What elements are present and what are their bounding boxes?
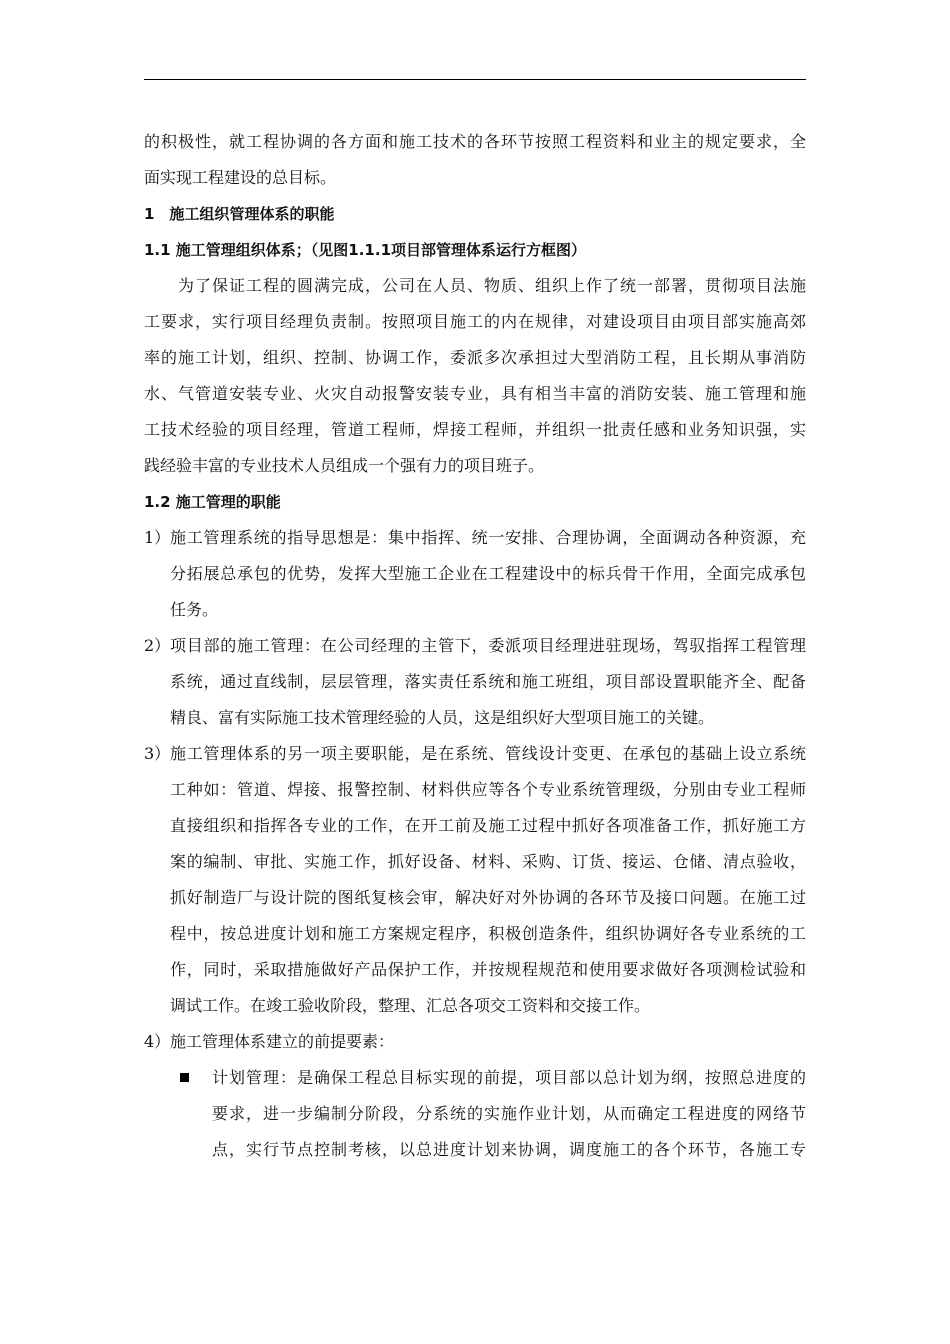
- header-rule: [144, 79, 806, 80]
- text-line: 面实现工程建设的总目标。: [144, 168, 337, 187]
- list-item: [144, 1024, 806, 1060]
- text-line: 作，同时，采取措施做好产品保护工作，并按规程规范和使用要求做好各项测检试验和: [170, 960, 806, 979]
- page-content: [144, 124, 806, 1168]
- text-line: 抓好制造厂与设计院的图纸复核会审，解决好对外协调的各环节及接口问题。在施工过: [170, 888, 806, 907]
- list-item: [144, 736, 806, 1024]
- text-line: 践经验丰富的专业技术人员组成一个强有力的项目班子。: [144, 456, 545, 475]
- text-line: 为了保证工程的圆满完成，公司在人员、物质、组织上作了统一部署，贯彻项目法施: [178, 276, 806, 295]
- list-number: 2）: [144, 636, 171, 655]
- text-line: 直接组织和指挥各专业的工作，在开工前及施工过程中抓好各项准备工作，抓好施工方: [170, 816, 806, 835]
- intro-paragraph: [144, 124, 806, 196]
- list-item: [144, 628, 806, 736]
- list-item: [144, 520, 806, 628]
- text-line: 工要求，实行项目经理负责制。按照项目施工的内在规律，对建设项目由项目部实施高郊: [144, 312, 806, 331]
- text-line: 调试工作。在竣工验收阶段，整理、汇总各项交工资料和交接工作。: [170, 996, 651, 1015]
- section-1-1-paragraph: [144, 268, 806, 484]
- text-line: 程中，按总进度计划和施工方案规定程序，积极创造条件，组织协调好各专业系统的工: [170, 924, 806, 943]
- text-line: 率的施工计划，组织、控制、协调工作，委派多次承担过大型消防工程，且长期从事消防: [144, 348, 806, 367]
- text-line: 任务。: [170, 600, 219, 619]
- text-line: 施工管理系统的指导思想是：集中指挥、统一安排、合理协调，全面调动各种资源，充: [170, 528, 806, 547]
- list-number: 1）: [144, 528, 171, 547]
- text-line: 分拓展总承包的优势，发挥大型施工企业在工程建设中的标兵骨干作用，全面完成承包: [170, 564, 806, 583]
- bullet-item: [144, 1060, 806, 1168]
- text-line: 案的编制、审批、实施工作，抓好设备、材料、采购、订货、接运、仓储、清点验收，: [170, 852, 806, 871]
- text-line: 施工管理体系建立的前提要素：: [170, 1032, 395, 1051]
- list-number: 3）: [144, 744, 171, 763]
- text-line: 水、气管道安装专业、火灾自动报警安装专业，具有相当丰富的消防安装、施工管理和施: [144, 384, 806, 403]
- text-line: 系统，通过直线制，层层管理，落实责任系统和施工班组，项目部设置职能齐全、配备: [170, 672, 806, 691]
- text-line: 计划管理：是确保工程总目标实现的前提，项目部以总计划为纲，按照总进度的: [212, 1068, 806, 1087]
- list-number: 4）: [144, 1032, 171, 1051]
- section-heading-1-2: 1.2 施工管理的职能: [144, 493, 281, 511]
- text-line: 要求，进一步编制分阶段，分系统的实施作业计划，从而确定工程进度的网络节: [212, 1104, 806, 1123]
- text-line: 的积极性，就工程协调的各方面和施工技术的各环节按照工程资料和业主的规定要求，全: [144, 132, 806, 151]
- text-line: 项目部的施工管理：在公司经理的主管下，委派项目经理进驻现场，驾驭指挥工程管理: [170, 636, 806, 655]
- text-line: 点，实行节点控制考核，以总进度计划来协调，调度施工的各个环节，各施工专: [212, 1140, 806, 1159]
- text-line: 工技术经验的项目经理，管道工程师，焊接工程师，并组织一批责任感和业务知识强，实: [144, 420, 806, 439]
- text-line: 施工管理体系的另一项主要职能，是在系统、管线设计变更、在承包的基础上设立系统: [170, 744, 806, 763]
- section-heading-1: 1 施工组织管理体系的职能: [144, 205, 335, 223]
- text-line: 精良、富有实际施工技术管理经验的人员，这是组织好大型项目施工的关键。: [170, 708, 715, 727]
- square-bullet-icon: [180, 1073, 189, 1082]
- text-line: 工种如：管道、焊接、报警控制、材料供应等各个专业系统管理级，分别由专业工程师: [170, 780, 806, 799]
- section-heading-1-1: 1.1 施工管理组织体系；（见图1.1.1项目部管理体系运行方框图）: [144, 241, 587, 259]
